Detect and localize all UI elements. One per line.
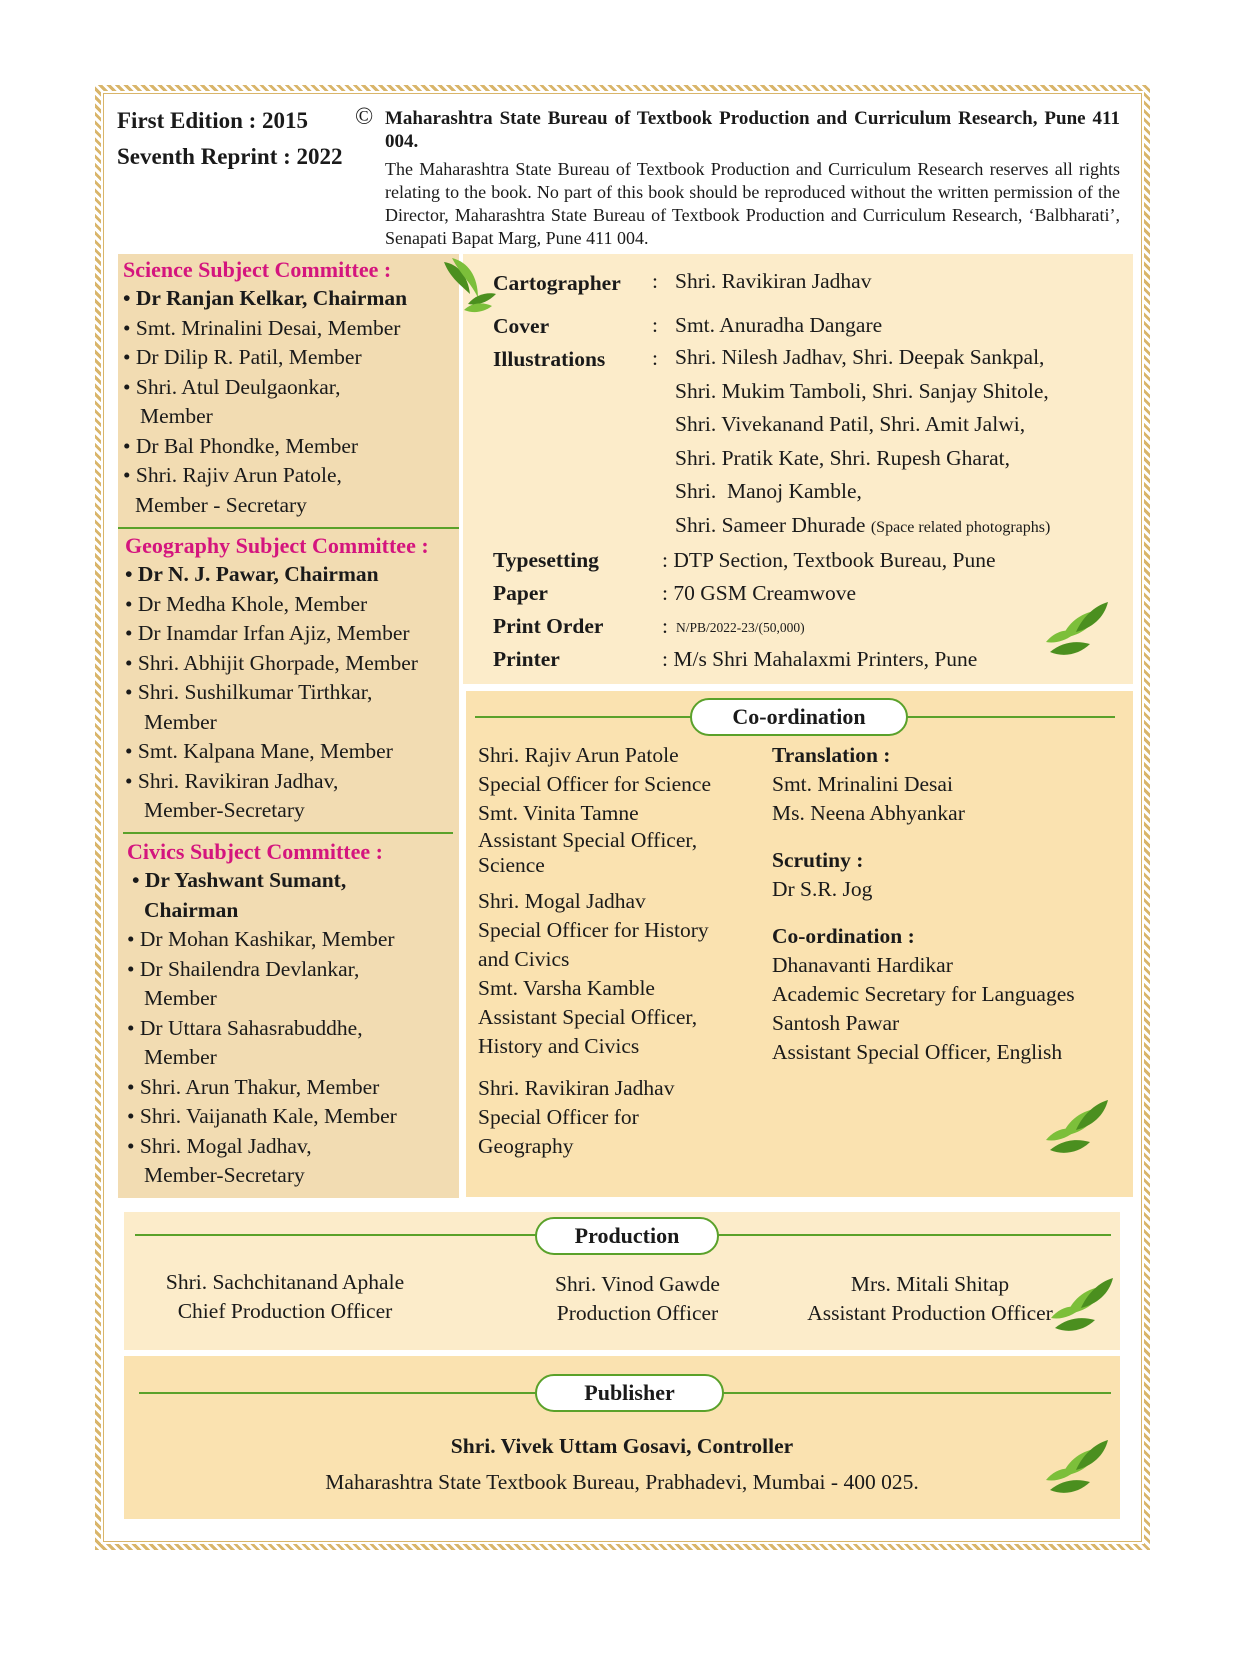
printer-label: Printer (493, 647, 560, 671)
coordinator: Shri. Ravikiran Jadhav (478, 1076, 675, 1100)
leaf-ornament-icon (1045, 1268, 1117, 1340)
committee-member: • Shri. Arun Thakur, Member (127, 1074, 380, 1099)
seventh-reprint: Seventh Reprint : 2022 (117, 144, 343, 169)
committee-divider (118, 527, 459, 529)
coordination-subtitle: Co-ordination : (772, 924, 915, 948)
committee-member: • Dr Bal Phondke, Member (123, 433, 359, 458)
printer-value: : M/s Shri Mahalaxmi Printers, Pune (662, 647, 978, 671)
committee-member: • Shri. Mogal Jadhav, (127, 1133, 312, 1158)
coordinator: Special Officer for Science (478, 772, 712, 796)
illustrations-label: Illustrations (493, 347, 606, 371)
illustrator: Shri. Vivekanand Patil, Shri. Amit Jalwi, (675, 412, 1026, 436)
geography-committee-title: Geography Subject Committee : (125, 533, 429, 558)
coordinator: Assistant Special Officer, English (772, 1040, 1063, 1064)
committee-member: • Dr Ranjan Kelkar, Chairman (123, 286, 408, 310)
civics-committee-title: Civics Subject Committee : (127, 839, 383, 864)
committee-member: Member (144, 1045, 217, 1069)
copyright-symbol: © (355, 104, 374, 130)
committee-member: Member (140, 404, 213, 428)
illustrator: Shri. Pratik Kate, Shri. Rupesh Gharat, (675, 445, 1010, 470)
committee-member: • Dr Medha Khole, Member (125, 591, 368, 616)
committee-member: • Shri. Vaijanath Kale, Member (127, 1104, 397, 1128)
paper-value: : 70 GSM Creamwove (662, 581, 857, 605)
coordinator: Assistant Special Officer, (478, 828, 698, 852)
committee-member: • Shri. Abhijit Ghorpade, Member (125, 650, 418, 675)
copyright-holder: Maharashtra State Bureau of Textbook Production and Curriculum Research, Pune 411 004. (385, 108, 1120, 152)
coordinator: Special Officer for (478, 1105, 639, 1129)
illustrator: Shri. Nilesh Jadhav, Shri. Deepak Sankpal, (675, 345, 1045, 369)
committee-member: • Dr Dilip R. Patil, Member (123, 345, 362, 369)
coordinator: Science (478, 853, 545, 877)
production-person (130, 1268, 440, 1326)
coordinator: and Civics (478, 947, 570, 971)
committee-member: • Shri. Ravikiran Jadhav, (125, 768, 339, 793)
committee-member: • Shri. Atul Deulgaonkar, (123, 374, 341, 399)
person-name: Shri. Sachchitanand Aphale (165, 1270, 405, 1294)
committee-member: • Dr Shailendra Devlankar, (127, 956, 360, 981)
publisher-name: Shri. Vivek Uttam Gosavi, Controller (450, 1434, 794, 1458)
colon: : (652, 346, 658, 370)
coordinator: Santosh Pawar (772, 1011, 900, 1035)
leaf-ornament-icon (438, 254, 498, 320)
leaf-ornament-icon (1040, 592, 1112, 664)
production-title: Production (535, 1217, 719, 1255)
coordinator: Smt. Varsha Kamble (478, 976, 655, 1000)
committee-member: • Smt. Kalpana Mane, Member (125, 739, 393, 763)
colon: : (652, 269, 658, 293)
print-order-value: N/PB/2022-23/(50,000) (676, 620, 805, 635)
colon: : (662, 614, 668, 638)
translator: Smt. Mrinalini Desai (772, 772, 953, 796)
coordination-right (772, 741, 1132, 1067)
civics-committee (127, 837, 457, 1191)
illustrations-note: (Space related photographs) (870, 518, 1051, 536)
committee-member: • Dr Mohan Kashikar, Member (127, 927, 395, 951)
coordinator: History and Civics (478, 1034, 640, 1058)
person-role: Production Officer (556, 1301, 719, 1325)
coordinator: Smt. Vinita Tamne (478, 801, 639, 825)
colon: : (652, 313, 658, 337)
cover-value: Smt. Anuradha Dangare (675, 313, 883, 337)
leaf-ornament-icon (1040, 1430, 1112, 1502)
scrutiny-title: Scrutiny : (772, 848, 864, 872)
committee-member: • Dr Inamdar Irfan Ajiz, Member (125, 621, 410, 645)
committee-member: • Dr Yashwant Sumant, (132, 868, 347, 892)
cover-label: Cover (493, 314, 550, 338)
person-role: Chief Production Officer (177, 1299, 393, 1323)
coordinator: Shri. Rajiv Arun Patole (478, 743, 679, 767)
first-edition: First Edition : 2015 (117, 108, 309, 133)
committee-member: Member-Secretary (144, 798, 305, 822)
copyright-notice: The Maharashtra State Bureau of Textbook Production and Curriculum Research reserves all rights relating to the book. No part of this book should be reproduced without the written permission of the Director, Maharashtra State Bureau of Textbook Production and Curriculum Research, ‘Balbharati’, Senapati Bapat Marg, Pune 411 004. (385, 159, 1120, 248)
cartographer-value: Shri. Ravikiran Jadhav (675, 269, 872, 293)
coordination-left (478, 741, 778, 1161)
cartographer-label: Cartographer (493, 271, 621, 295)
coordinator: Assistant Special Officer, (478, 1005, 698, 1029)
person-role: Assistant Production Officer (807, 1301, 1053, 1325)
coordinator: Geography (478, 1134, 574, 1158)
publisher-address: Maharashtra State Textbook Bureau, Prabhadevi, Mumbai - 400 025. (325, 1470, 919, 1494)
committee-divider (123, 832, 453, 834)
illustrator: Shri. Mukim Tamboli, Shri. Sanjay Shitole, (675, 378, 1049, 403)
committee-member: • Smt. Mrinalini Desai, Member (123, 315, 401, 340)
coordinator: Dhanavanti Hardikar (772, 953, 953, 977)
committee-member: • Shri. Sushilkumar Tirthkar, (125, 680, 373, 704)
illustrator: Shri. Sameer Dhurade (675, 512, 866, 537)
coordinator: Special Officer for History (478, 918, 709, 942)
committee-member: Member (144, 709, 217, 734)
translator: Ms. Neena Abhyankar (772, 801, 965, 825)
illustrations-list (675, 341, 1135, 544)
committee-member: Chairman (144, 897, 239, 922)
typesetting-label: Typesetting (493, 548, 599, 572)
committee-member: Member (144, 986, 217, 1010)
print-order-label: Print Order (493, 614, 604, 638)
scrutiny-person: Dr S.R. Jog (772, 877, 873, 901)
person-name: Mrs. Mitali Shitap (850, 1272, 1010, 1296)
committee-member: • Dr Uttara Sahasrabuddhe, (127, 1015, 363, 1040)
coordinator: Shri. Mogal Jadhav (478, 889, 646, 913)
illustrator: Shri. Manoj Kamble, (675, 479, 862, 503)
science-committee (123, 256, 457, 520)
translation-title: Translation : (772, 743, 891, 767)
paper-label: Paper (493, 581, 548, 605)
science-committee-title: Science Subject Committee : (123, 257, 392, 282)
typesetting-value: : DTP Section, Textbook Bureau, Pune (662, 548, 996, 572)
committee-member: Member - Secretary (135, 492, 307, 517)
committee-member: Member-Secretary (144, 1163, 305, 1187)
coordinator: Academic Secretary for Languages (772, 982, 1075, 1006)
person-name: Shri. Vinod Gawde (555, 1272, 720, 1296)
production-person (780, 1270, 1080, 1328)
committee-member: • Dr N. J. Pawar, Chairman (125, 562, 379, 586)
production-person (500, 1270, 775, 1328)
leaf-ornament-icon (1040, 1090, 1112, 1162)
coordination-title: Co-ordination (690, 698, 908, 736)
committee-member: • Shri. Rajiv Arun Patole, (123, 463, 342, 487)
geography-committee (125, 531, 459, 826)
publisher-title: Publisher (535, 1374, 724, 1412)
